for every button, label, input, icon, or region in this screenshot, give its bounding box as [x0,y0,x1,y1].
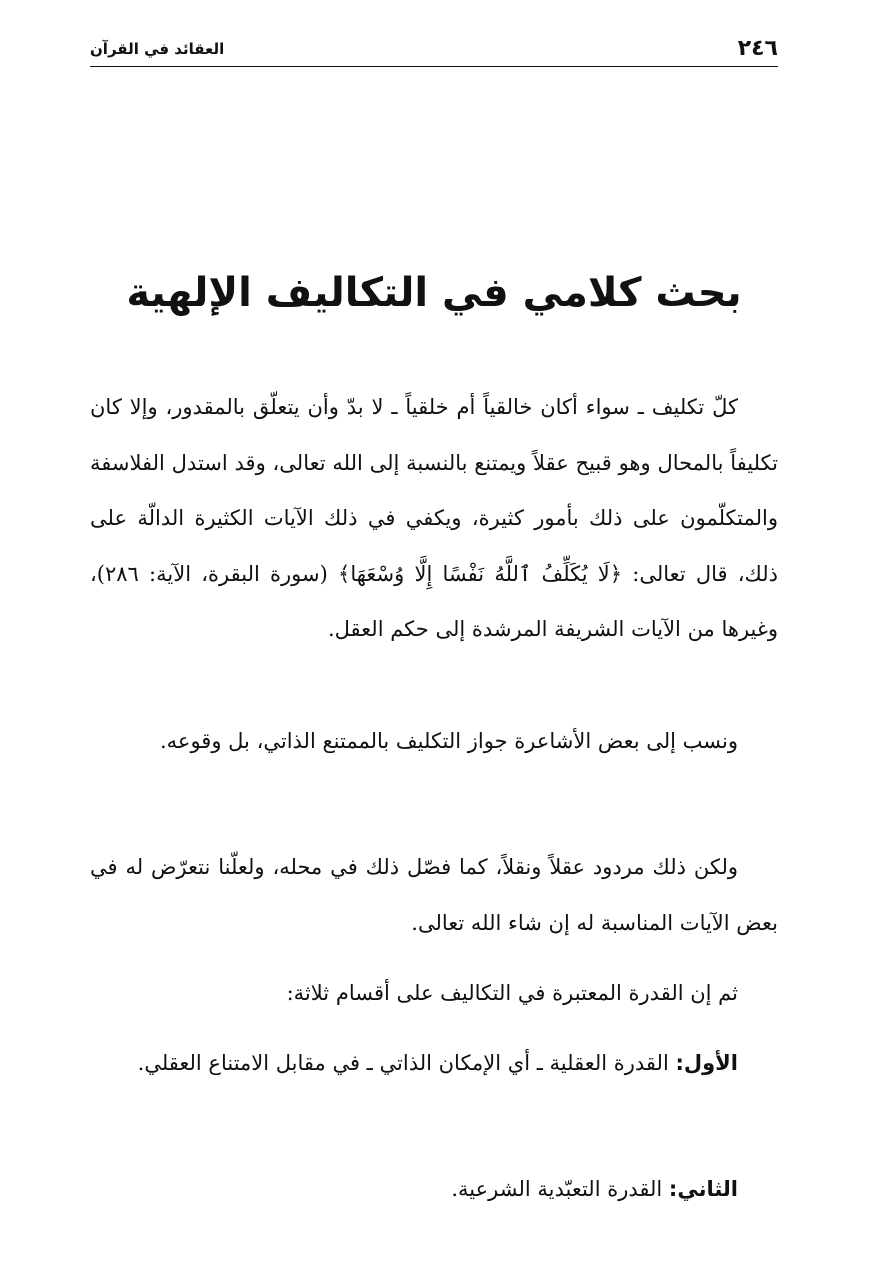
page-number: ٢٤٦ [737,36,778,61]
paragraph-obligation-capacity [90,380,778,658]
list-item [90,1036,778,1092]
paragraph-text: ونسب إلى بعض الأشاعرة جواز التكليف بالممتنع الذاتي، بل وقوعه. [159,729,738,753]
page-header [90,36,778,67]
running-book-title: العقائد في القرآن [90,40,225,58]
item-label: الأول: [675,1051,738,1075]
paragraph-text: ثم إن القدرة المعتبرة في التكاليف على أقسام ثلاثة: [286,981,738,1005]
list-item-second [90,1162,778,1218]
paragraph-refutation [90,840,778,951]
item-label: الثاني: [668,1177,738,1201]
item-text: القدرة التعبّدية الشرعية. [451,1177,663,1201]
paragraph-ashari-view [90,714,778,770]
list-item [90,1162,778,1218]
item-text: القدرة العقلية ـ أي الإمكان الذاتي ـ في مقابل الامتناع العقلي. [137,1051,669,1075]
paragraph-text: ولكن ذلك مردود عقلاً ونقلاً، كما فصّل ذلك في محله، ولعلّنا نتعرّض له في بعض الآيات المناسبة له إن شاء الله تعالى. [90,855,778,935]
paragraph-three-types [90,966,778,1022]
chapter-title: بحث كلامي في التكاليف الإلهية [126,270,742,316]
list-item-first [90,1036,778,1092]
paragraph-text: كلّ تكليف ـ سواء أكان خالقياً أم خلقياً ـ لا بدّ وأن يتعلّق بالمقدور، وإلا كان تكليفاً بالمحال وهو قبيح عقلاً ويمتنع بالنسبة إلى الله تعالى، وقد استدل الفلاسفة والمتكلّمون على ذلك بأمور كثيرة، ويكفي في ذلك الآيات الكثيرة الدالّة على ذلك، قال تعالى: ﴿لَا يُكَلِّفُ ٱللَّهُ نَفْسًا إِلَّا وُسْعَهَا﴾ (سورة البقرة، الآية: ٢٨٦)، وغيرها من الآيات الشريفة المرشدة إلى حكم العقل. [90,395,778,641]
